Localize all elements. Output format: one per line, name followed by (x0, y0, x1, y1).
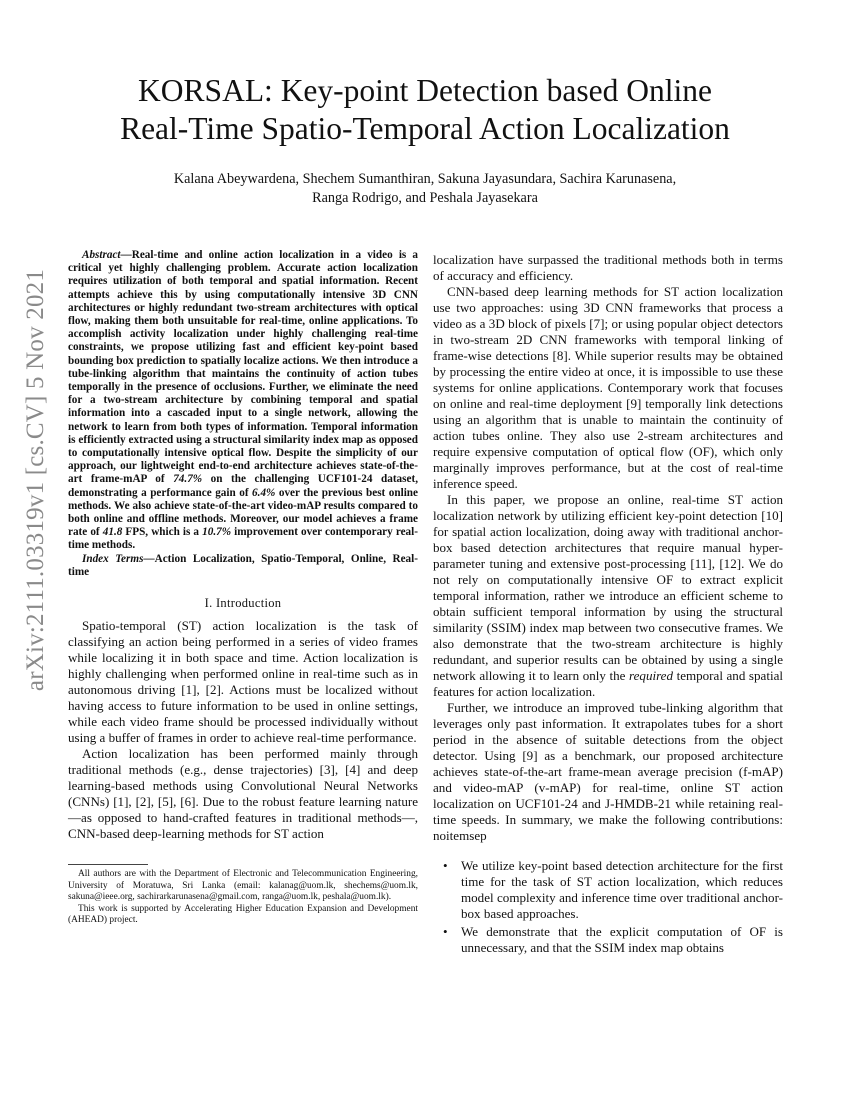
footnote-funding: This work is supported by Accelerating Higher Education Expansion and Development (AHEAD) project. (68, 903, 418, 926)
intro-paragraph-4-text-a: In this paper, we propose an online, real-time ST action localization network by utilizing efficient key-point detection [10] for spatial action localization, doing away with traditional anchor-box based detection architectures that require manual hyper-parameter tuning and extensive post-processing [11], [12]. We do not rely on computationally intensive OF to extract explicit temporal information, rather we introduce an efficient scheme to obtain sufficient temporal information by using the structural similarity (SSIM) index map between two consecutive frames. We also demonstrate that the two-stream architecture is highly redundant, and superior results can be obtained by using a single network allowing it to learn only the (433, 492, 783, 683)
index-terms-label: Index Terms (82, 552, 144, 565)
intro-paragraph-2-continued: localization have surpassed the traditional methods both in terms of accuracy and efficiency. (433, 252, 783, 283)
abstract-fps-value: 41.8 (102, 526, 123, 539)
author-list-line-2: Ranga Rodrigo, and Peshala Jayasekara (312, 190, 538, 206)
abstract-text-e: improvement over contemporary real-time methods. (68, 526, 418, 552)
abstract-text-d: FPS, which is a (122, 526, 203, 539)
intro-paragraph-4-emphasis: required (629, 668, 673, 683)
abstract-label: Abstract (82, 249, 121, 261)
contribution-text-2: We demonstrate that the explicit computation of OF is unnecessary, and that the SSIM index map obtains (461, 924, 783, 955)
abstract-text-c: over the previous best online methods. We also achieve state-of-the-art video-mAP results compared to both online and offline methods. Moreover, our model achieves a frame rate of (68, 486, 418, 539)
abstract-fmap-value: 74.7% (173, 473, 203, 486)
intro-paragraph-4-text-b: temporal and spatial features for action localization. (433, 668, 783, 699)
intro-paragraph-2: Action localization has been performed mainly through traditional methods (e.g., dense trajectories) [3], [4] and deep learning-based methods using Convolutional Neural Networks (CNNs) [1], [2], [5], [6]. Due to the robust feature learning nature—as opposed to hand-crafted features in traditional methods—, CNN-based deep-learning methods for ST action (68, 746, 418, 842)
abstract-improvement-value: 10.7% (202, 526, 232, 539)
abstract-text-b: on the challenging UCF101-24 dataset, demonstrating a performance gain of (68, 473, 418, 499)
contributions-list (433, 858, 783, 956)
bullet-icon: • (443, 858, 448, 873)
list-item (433, 924, 783, 956)
intro-paragraph-5: Further, we introduce an improved tube-linking algorithm that leverages only past information. It extrapolates tubes for a short period in the absence of suitable detections from the object detector. Using [9] as a benchmark, our proposed architecture achieves state-of-the-art frame-mean average precision (f-mAP) and video-mAP (v-mAP) for real-time, online ST action localization on UCF101-24 and J-HMDB-21 while retaining real-time speeds. In summary, we make the following contributions: noitemsep (433, 700, 783, 843)
paper-title-line-2: Real-Time Spatio-Temporal Action Localization (120, 111, 730, 146)
index-terms (68, 553, 418, 579)
right-column (433, 252, 783, 958)
paper-title-line-1: KORSAL: Key-point Detection based Online (138, 73, 712, 108)
intro-paragraph-4 (433, 492, 783, 700)
contribution-text-1: We utilize key-point based detection architecture for the first time for the task of ST action localization, which reduces model complexity and inference time over traditional anchor-box based approaches. (461, 858, 783, 921)
list-item (433, 858, 783, 922)
index-terms-text: —Action Localization, Spatio-Temporal, Online, Real-time (68, 552, 418, 578)
arxiv-identifier-text: arXiv:2111.03319v1 [cs.CV] 5 Nov 2021 (22, 268, 49, 692)
author-list-line-1: Kalana Abeywardena, Shechem Sumanthiran, Sakuna Jayasundara, Sachira Karunasena, (173, 171, 677, 187)
arxiv-identifier-stamp (20, 268, 52, 692)
intro-paragraph-3: CNN-based deep learning methods for ST action localization use two approaches: using 3D CNN frameworks that process a video as a 3D block of pixels [7]; or using popular object detectors in two-stream 2D CNN frameworks with temporal linking of frame-wise detections [8]. While superior results may be obtained by processing the entire video at once, it is impossible to use these systems for online applications. Contemporary work that focuses on online and real-time deployment [9] temporally link detections using an algorithm that is unable to maintain the continuity of action tubes online. They also use 2-stream architectures and require expensive computation of optical flow (OF), which only marginally improves performance, but at the cost of real-time inference speed. (433, 284, 783, 491)
abstract-text-a: —Real-time and online action localization in a video is a critical yet highly challenging problem. Accurate action localization requires utilization of both temporal and spatial information. Recent attempts achieve this by using computationally intensive 3D CNN architectures or highly redundant two-stream architectures with optical flow, making them both unsuitable for real-time, online applications. To accomplish activity localization under highly challenging real-time constraints, we propose utilizing fast and efficient key-point based bounding box prediction to spatially localize actions. We then introduce a tube-linking algorithm that maintains the continuity of action tubes temporally in the presence of occlusions. Further, we eliminate the need for a two-stream architecture by combining temporal and spatial information into a cascaded input to a single network, allowing the network to learn from both types of information. Temporal information is efficiently extracted using a structural similarity index map as opposed to computationally intensive optical flow. Despite the simplicity of our approach, our lightweight end-to-end architecture achieves state-of-the-art frame-mAP of (68, 249, 418, 486)
paper-title (70, 72, 780, 148)
section-heading-introduction: I. Introduction (204, 596, 282, 611)
footnote-affiliation: All authors are with the Department of Electronic and Telecommunication Engineering, University of Moratuwa, Sri Lanka (email: kalanag@uom.lk, shechems@uom.lk, sakuna@ieee.org, sachirarkarunasena@gmail.com, ranga@uom.lk, peshala@uom.lk). (68, 869, 418, 903)
intro-paragraph-1: Spatio-temporal (ST) action localization is the task of classifying an action being performed in a series of video frames while localizing it in both space and time. Action localization is highly challenging when performed online in real-time such as in autonomous driving [1], [2]. Actions must be localized without having access to future information to be used in online settings, while each video frame should be processed individually without using a buffer of frames in order to achieve real-time performance. (68, 618, 418, 746)
left-column (68, 249, 418, 927)
bullet-icon: • (443, 924, 448, 939)
abstract-gain-value: 6.4% (252, 486, 276, 499)
footnote-divider (68, 864, 148, 865)
abstract (68, 249, 418, 553)
author-list (70, 170, 780, 208)
